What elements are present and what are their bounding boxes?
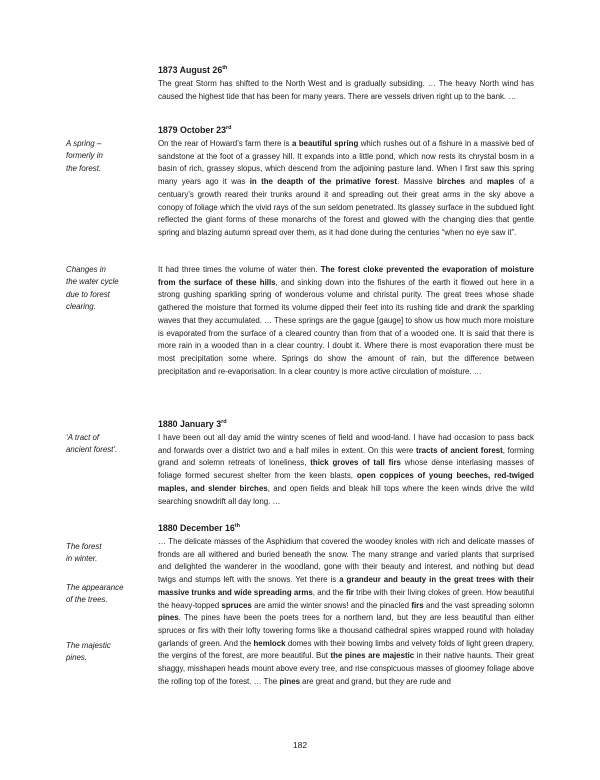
emphasis-text: tracts of ancient forest	[415, 445, 503, 455]
emphasis-text: hemlock	[253, 638, 286, 648]
journal-entry-1880-jan	[158, 418, 534, 508]
body-text: On the rear of Howard’s farm there is	[158, 139, 292, 148]
margin-note: The appearance of the trees.	[66, 583, 124, 605]
margin-note: Changes in the water cycle due to forest clearing.	[66, 265, 119, 312]
journal-entry-1879-oct	[158, 124, 534, 240]
body-text: . The pines have been the poets trees for a northern land, but they are less beautiful than either spruces or firs with their lofty towering forms like a thousand cathedral spires wrapped round with holaday garlands of green. And the	[158, 613, 534, 648]
emphasis-text: maples	[487, 177, 515, 187]
body-text: in their native haunts. Their great shaggy, misshapen heads mount above every tree, and rise conspicuous masses of gloomey foliage above the rolling top of the forest. … The	[158, 651, 534, 686]
emphasis-text: pines	[279, 676, 300, 686]
emphasis-text: a beautiful spring	[291, 139, 359, 148]
margin-note: A spring – formerly in the forest.	[66, 139, 103, 173]
emphasis-text: firs	[411, 600, 424, 610]
body-text: and the vast spreading solomn	[423, 600, 535, 610]
emphasis-text: thick groves of tall firs	[310, 458, 401, 468]
entry-date-heading: 1873 August 26th	[158, 65, 228, 75]
body-text: which rushes out of a fishure in a massive bed of sandstone at the foot of a grassey hill. It expands into a little pond, which now rests its chrystal bosm in a basin of rich, grassey slopus, which descend from the adjoining pasture land. When I first saw this spring many years ago it was	[158, 139, 535, 187]
margin-note: The forest in winter.	[66, 542, 102, 564]
entry-paragraph	[158, 432, 534, 508]
journal-entry-1880-dec	[158, 522, 534, 688]
emphasis-text: the pines are majestic	[330, 651, 415, 661]
emphasis-text: The forest cloke prevented the evaporation of moisture from the surface of these hills	[158, 265, 534, 287]
entry-date-heading: 1879 October 23rd	[158, 125, 232, 135]
entry-date-heading: 1880 January 3rd	[158, 419, 227, 429]
entry-paragraph	[158, 536, 534, 688]
body-text: domes with their bowing limbs and velvety folds of light green drapery, the vergins of the forest, are more beautiful. But	[158, 638, 534, 661]
body-text: , and sinking down into the fishures of the earth it flowed out here in a strong gushing sparkling spring of wonderous volume and christal purity. The great trees whose shade gathered the moisture that formed its volume dipped their feet into its rushing tide and drank the sparkling waves that they accumulated. … These springs are the gague [gauge] to show us how much more moisture is evaporated from the surface of a cleared country than from that of a wooded one. It is said that there is more rain in a wooded than in a clear country. I doubt it. Where there is most evaporation there must be most precipitation some where. Springs do show the amount of rain, but the difference between precipitation and re-evaporisation. In a clear country is more active circulation of moisture. …	[158, 277, 534, 376]
journal-entry-1879-oct-continued	[158, 264, 534, 378]
entry-paragraph	[158, 264, 534, 378]
entry-paragraph	[158, 138, 534, 240]
emphasis-text: fir	[345, 587, 354, 597]
body-text: tribe with their living clokes of green. How beautiful the heavy-topped	[158, 587, 534, 610]
body-text: , and the	[312, 587, 346, 597]
body-text: I have been out all day amid the wintry scenes of field and wood-land. I have had occasion to pass back and forwards over a district two and a half miles in extent. On this were	[158, 433, 534, 455]
margin-note: ‘A tract of ancient forest’.	[66, 433, 118, 455]
body-text: It had three times the volume of water then.	[158, 265, 321, 274]
body-text: The great Storm has shifted to the North West and is gradually subsiding. … The heavy North wind has caused the highest tide that has been for many years. There are vessels driven right up to the bank. …	[158, 79, 534, 101]
emphasis-text: open coppices of young beeches, red-twiged maples, and slender birches	[158, 471, 534, 493]
body-text: are amid the winter snows! and the pinacled	[251, 600, 412, 610]
emphasis-text: birches	[436, 177, 466, 187]
body-text: . Massive	[397, 177, 437, 187]
body-text: … The delicate masses of the Asphidium that covered the woodey knoles with rich and delicate masses of fronds are all withered and buried beneath the snow. The many strange and varied plants that surprised and delighted the wanderer in the woodland, gone with their beauty and interest, and nothing but dead twigs and stumps left with the snows. Yet there is	[158, 537, 534, 585]
emphasis-text: spruces	[221, 600, 252, 610]
body-text: , and open fields and bleak hill tops where the keen winds drive the wild searching snowdrift all day long. …	[158, 483, 534, 506]
journal-entry-1873-aug	[158, 64, 534, 103]
emphasis-text: a grandeur and beauty in the great trees with their massive trunks and wide spreading arms	[158, 575, 534, 597]
body-text: , forming grand and solemn retreats of loneliness,	[158, 445, 534, 468]
page-number: 182	[292, 740, 308, 750]
emphasis-text: pines	[158, 613, 179, 623]
body-text: whose dense interlasing masses of foliage formed securest shelter from the keen blasts,	[158, 458, 534, 481]
body-text: of a centuary’s growth reared their trunks around it and spreading out their great arms in the sky above a conopy of foliage which the vivid rays of the sun seldom penetrated. Its glassey surface in the subdued light reflected the giant forms of these monarchs of the forest and glowed with the changing dies that gentle spring and blazing autumn spread over them, as it had done during the centuries “when no eye saw it”.	[158, 177, 534, 237]
emphasis-text: in the deapth of the primative forest	[249, 177, 398, 187]
margin-note: The majestic pines.	[66, 641, 111, 663]
entry-date-heading: 1880 December 16th	[158, 523, 240, 533]
body-text: and	[465, 177, 488, 187]
body-text: are great and grand, but they are rude and	[299, 676, 451, 686]
entry-paragraph	[158, 78, 534, 103]
